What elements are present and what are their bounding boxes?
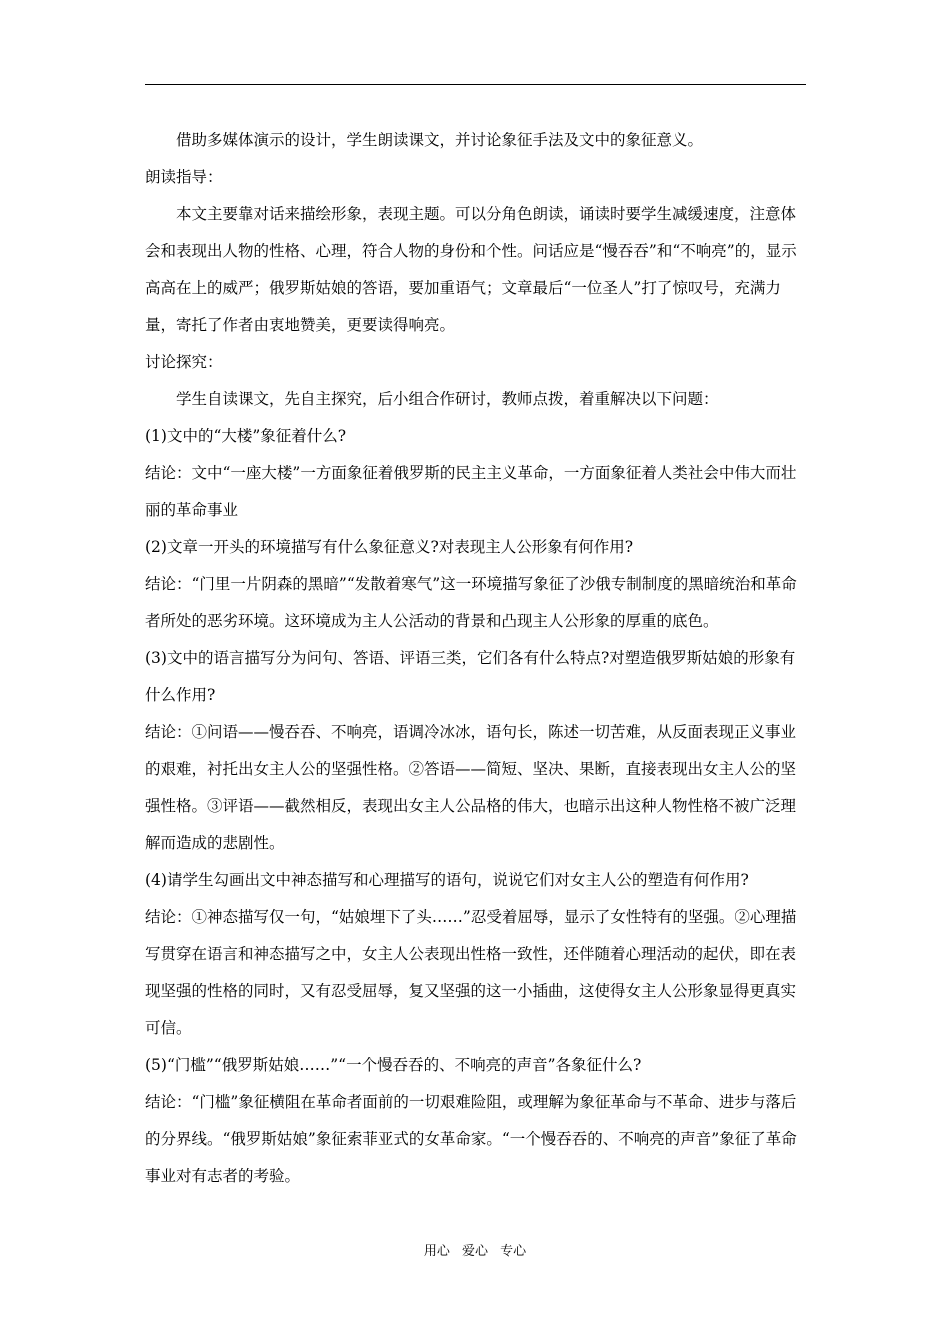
question-2: (2)文章一开头的环境描写有什么象征意义?对表现主人公形象有何作用? xyxy=(145,538,634,556)
answer-5: 结论：“门槛”象征横阻在革命者面前的一切艰难险阻，或理解为象征革命与不革命、进步与落后的分界线。“俄罗斯姑娘”象征索菲亚式的女革命家。“一个慢吞吞的、不响亮的声音”象征了革命事业对有志者的考验。 xyxy=(145,1093,797,1185)
question-3: (3)文中的语言描写分为问句、答语、评语三类，它们各有什么特点?对塑造俄罗斯姑娘的形象有什么作用? xyxy=(145,649,796,704)
question-1: (1)文中的“大楼”象征着什么? xyxy=(145,427,347,445)
section-heading-reading: 朗读指导： xyxy=(145,168,223,186)
question-5: (5)“门槛”“俄罗斯姑娘……”“一个慢吞吞的、不响亮的声音”各象征什么? xyxy=(145,1056,642,1074)
answer-4: 结论：①神态描写仅一句，“姑娘埋下了头……”忍受着屈辱，显示了女性特有的坚强。②心理描写贯穿在语言和神态描写之中，女主人公表现出性格一致性，还伴随着心理活动的起伏，即在表现坚强的性格的同时，又有忍受屈辱，复又坚强的这一小插曲，这使得女主人公形象显得更真实可信。 xyxy=(145,908,797,1037)
page-footer: 用心 爱心 专心 xyxy=(423,1244,527,1259)
discussion-intro-paragraph: 学生自读课文，先自主探究，后小组合作研讨，教师点拨，着重解决以下问题： xyxy=(176,390,719,408)
intro-paragraph: 借助多媒体演示的设计，学生朗读课文，并讨论象征手法及文中的象征意义。 xyxy=(176,131,704,149)
document-body xyxy=(145,122,806,1195)
section-heading-discussion: 讨论探究： xyxy=(145,353,223,371)
header-rule xyxy=(145,84,806,85)
answer-1: 结论：文中“一座大楼”一方面象征着俄罗斯的民主主义革命，一方面象征着人类社会中伟大而壮丽的革命事业 xyxy=(145,464,797,519)
answer-3: 结论：①问语——慢吞吞、不响亮，语调冷冰冰，语句长，陈述一切苦难，从反面表现正义事业的艰难，衬托出女主人公的坚强性格。②答语——简短、坚决、果断，直接表现出女主人公的坚强性格。③评语——截然相反，表现出女主人公品格的伟大，也暗示出这种人物性格不被广泛理解而造成的悲剧性。 xyxy=(145,723,797,852)
answer-2: 结论：“门里一片阴森的黑暗”“发散着寒气”这一环境描写象征了沙俄专制制度的黑暗统治和革命者所处的恶劣环境。这环境成为主人公活动的背景和凸现主人公形象的厚重的底色。 xyxy=(145,575,797,630)
reading-guidance-paragraph: 本文主要靠对话来描绘形象，表现主题。可以分角色朗读，诵读时要学生减缓速度，注意体会和表现出人物的性格、心理，符合人物的身份和个性。问话应是“慢吞吞”和“不响亮”的，显示高高在上的威严；俄罗斯姑娘的答语，要加重语气；文章最后“一位圣人”打了惊叹号，充满力量，寄托了作者由衷地赞美，更要读得响亮。 xyxy=(145,205,797,334)
question-4: (4)请学生勾画出文中神态描写和心理描写的语句，说说它们对女主人公的塑造有何作用? xyxy=(145,871,749,889)
